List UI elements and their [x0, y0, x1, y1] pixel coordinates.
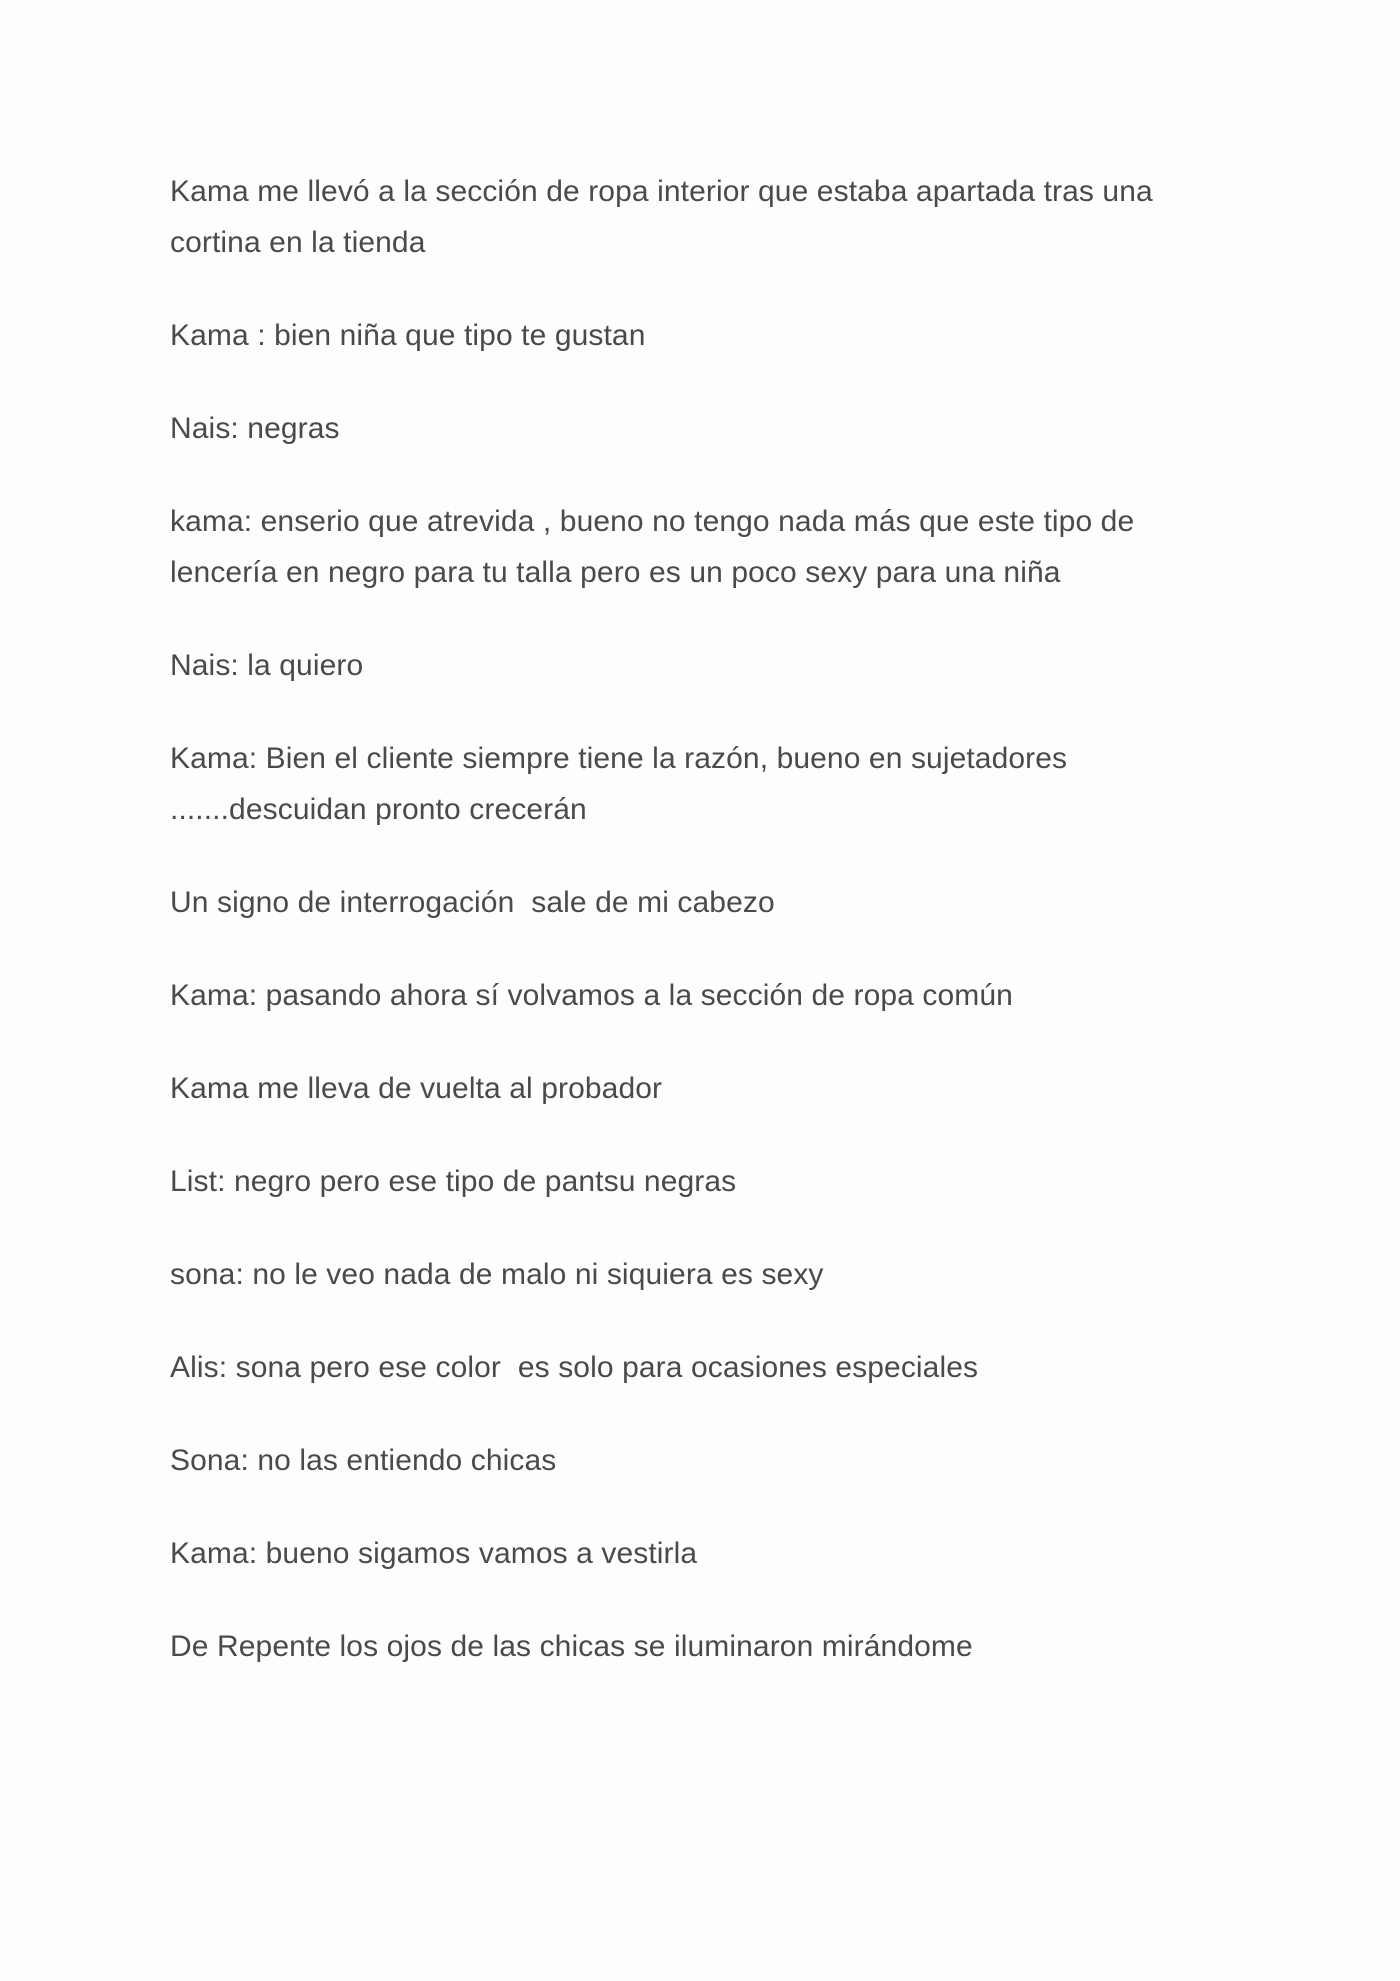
paragraph: Nais: la quiero: [170, 649, 364, 682]
paragraph: Kama : bien niña que tipo te gustan: [170, 319, 646, 352]
paragraph: Un signo de interrogación sale de mi cabezo: [170, 886, 775, 919]
paragraph: List: negro pero ese tipo de pantsu negras: [170, 1165, 737, 1198]
paragraph: De Repente los ojos de las chicas se iluminaron mirándome: [170, 1630, 973, 1663]
paragraph: sona: no le veo nada de malo ni siquiera es sexy: [170, 1258, 824, 1291]
paragraph: Kama me lleva de vuelta al probador: [170, 1072, 663, 1105]
paragraph: Nais: negras: [170, 412, 340, 445]
paragraph: Kama: Bien el cliente siempre tiene la razón, bueno en sujetadores .......descuidan pronto crecerán: [170, 742, 1076, 826]
document-body: [170, 166, 1250, 1714]
paragraph: Alis: sona pero ese color es solo para ocasiones especiales: [170, 1351, 979, 1384]
paragraph: Sona: no las entiendo chicas: [170, 1444, 557, 1477]
paragraph: Kama: pasando ahora sí volvamos a la sección de ropa común: [170, 979, 1013, 1012]
paragraph: Kama: bueno sigamos vamos a vestirla: [170, 1537, 698, 1570]
paragraph: kama: enserio que atrevida , bueno no tengo nada más que este tipo de lencería en negro para tu talla pero es un poco sexy para una niña: [170, 505, 1143, 589]
paragraph: Kama me llevó a la sección de ropa interior que estaba apartada tras una cortina en la tienda: [170, 175, 1162, 259]
